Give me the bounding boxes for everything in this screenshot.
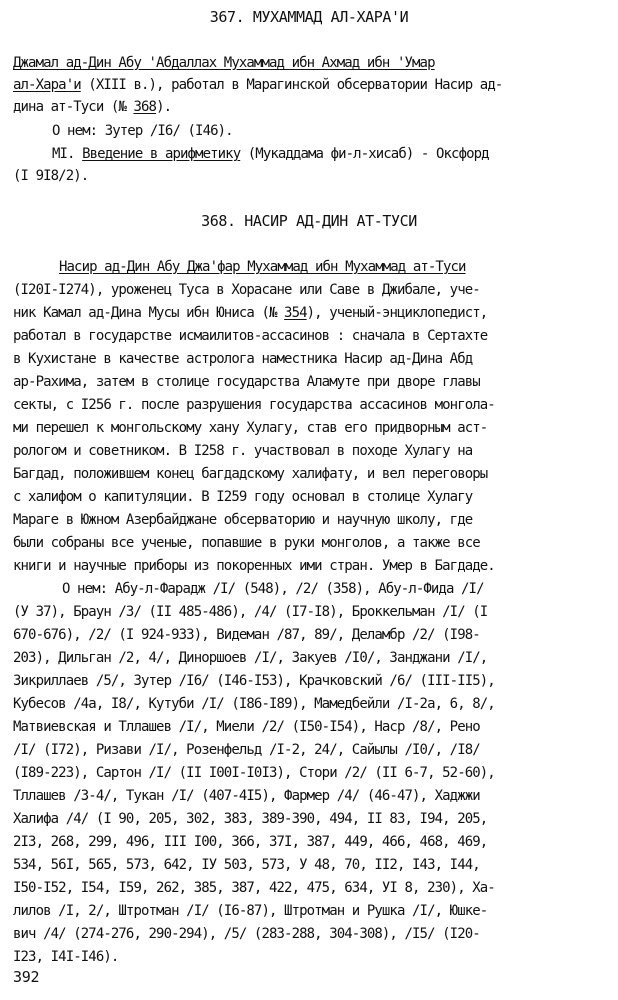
work-title: Введение в арифметику [82, 146, 241, 162]
entry-368-ref-line: 203), Дильган /2, 4/, Диноршоев /I/, Закуев /I0/, Занджани /I/, [13, 650, 488, 666]
entry-368-ref-line: 2I3, 268, 299, 496, III I00, 366, 37I, 387, 449, 466, 468, 469, [13, 834, 488, 850]
entry-367-line-3: дина ат-Туси (№ 368). [13, 99, 172, 115]
entry-368-bio-line: ми перешел к монгольскому хану Хулагу, став его придворным аст- [13, 420, 488, 436]
entry-368-ref-line: (I89-223), Сартон /I/ (II I00I-I0I3), Стори /2/ (II 6-7, 52-60), [13, 765, 495, 781]
entry-368-bio-line: были собраны все ученые, попавшие в руки монголов, а также все [13, 535, 480, 551]
entry-368-ref-line: Халифа /4/ (I 90, 205, 302, 383, 389-390, 494, II 83, I94, 205, [13, 811, 488, 827]
entry-368-bio-line: секты, с I256 г. после разрушения государства ассасинов монгола- [13, 397, 495, 413]
entry-368-bio-line: с халифом о капитуляции. В I259 году основал в столице Хулагу [13, 489, 473, 505]
entry-368-name: Насир ад-Дин Абу Джа'фар Мухаммад ибн Мухаммад ат-Туси [59, 259, 466, 275]
entry-368-heading: 368. НАСИР АД-ДИН АТ-ТУСИ [201, 212, 417, 230]
entry-368-ref-line: О нем: Абу-л-Фарадж /I/ (548), /2/ (358), Абу-л-Фида /I/ [62, 581, 484, 597]
entry-367-work-1-cont: (I 9I8/2). [13, 168, 89, 184]
entry-368-ref-line: I50-I52, I54, I59, 262, 385, 387, 422, 475, 634, УI 8, 230), Ха- [13, 880, 495, 896]
entry-367-line-2: ал-Хара'и (XIII в.), работал в Марагинской обсерватории Насир ад- [13, 77, 503, 93]
entry-368-bio-line: рологом и советником. В I258 г. участвовал в походе Хулагу на [13, 443, 473, 459]
entry-368-ref-line: Тллашев /3-4/, Тукан /I/ (407-4I5), Фармер /4/ (46-47), Хаджжи [13, 788, 480, 804]
entry-368-bio-line: (I20I-I274), уроженец Туса в Хорасане или Саве в Джибале, уче- [13, 282, 480, 298]
entry-368-bio-line: в Кухистане в качестве астролога наместника Насир ад-Дина Абд [13, 351, 473, 367]
entry-368-ref-line: /I/ (I72), Ризави /I/, Розенфельд /I-2, 24/, Сайылы /I0/, /I8/ [13, 742, 480, 758]
entry-368-line-1 [59, 256, 618, 278]
entry-368-ref-line: Матвиевская и Тллашев /I/, Миели /2/ (I50-I54), Наср /8/, Рено [13, 719, 480, 735]
entry-368-ref-line: I23, I4I-I46). [13, 949, 119, 965]
entry-368-bio-line: Мараге в Южном Азербайджане обсерваторию и научную школу, где [13, 512, 473, 528]
entry-368-ref-line: вич /4/ (274-276, 290-294), /5/ (283-288, 304-308), /I5/ (I20- [13, 926, 480, 942]
entry-368-ref-line: Кубесов /4а, I8/, Кутуби /I/ (I86-I89), Мамедбейли /I-2а, 6, 8/, [13, 696, 495, 712]
cross-reference-354[interactable]: 354 [284, 305, 307, 321]
entry-368-ref-line: 670-676), /2/ (I 924-933), Видеман /87, 89/, Деламбр /2/ (I98- [13, 627, 480, 643]
entry-367-heading: 367. МУХАММАД АЛ-ХАРА'И [209, 8, 409, 26]
entry-368-bio-line: Багдад, положившем конец багдадскому халифату, и вел переговоры [13, 466, 488, 482]
entry-368-ref-line: 534, 56I, 565, 573, 642, IУ 503, 573, У 48, 70, II2, I43, I44, [13, 857, 480, 873]
entry-367-line-1 [13, 52, 609, 74]
entry-368-ref-line: (У 37), Браун /3/ (II 485-486), /4/ (I7-I8), Броккельман /I/ (I [13, 604, 488, 620]
entry-367-name-cont: ал-Хара'и [13, 77, 81, 93]
entry-367-name: Джамал ад-Дин Абу 'Абдаллах Мухаммад ибн Ахмад ибн 'Умар [13, 55, 435, 71]
entry-368-bio-line: книги и научные приборы из покоренных ими стран. Умер в Багдаде. [13, 558, 495, 574]
cross-reference-368[interactable]: 368 [133, 99, 157, 115]
entry-368-bio-line: ник Камал ад-Дина Мусы ибн Юниса (№ 354), ученый-энциклопедист, [13, 305, 488, 321]
entry-368-bio-line: ар-Рахима, затем в столице государства Аламуте при дворе главы [13, 374, 480, 390]
page-number: 392 [13, 968, 40, 986]
entry-367-work-1: MI. Введение в арифметику (Мукаддама фи-л-хисаб) - Оксфорд [52, 146, 489, 162]
entry-368-ref-line: Зикриллаев /5/, Зутер /I6/ (I46-I53), Крачковский /6/ (III-II5), [13, 673, 495, 689]
entry-368-ref-line: лилов /I, 2/, Штротман /I/ (I6-87), Штротман и Рушка /I/, Юшке- [13, 903, 488, 919]
entry-368-bio-line: работал в государстве исмаилитов-ассасинов : сначала в Сертахте [13, 328, 488, 344]
entry-367-bibliography: О нем: Зутер /I6/ (I46). [52, 123, 233, 139]
